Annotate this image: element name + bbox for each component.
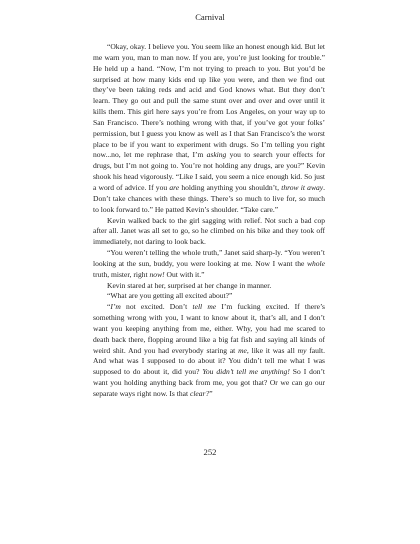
text-run: truth, mister, right <box>93 269 150 279</box>
text-run: fault. And what was I supposed to do about it? You didn’t tell me what I was supposed to do about it, did you? <box>93 345 325 377</box>
text-run: So I don’t want you holding anything back from me, you got that? Or we can go our separate ways right now. Is that <box>93 367 325 398</box>
italic-run: tell me <box>192 302 217 312</box>
text-run: holding anything you shouldn’t, <box>179 182 282 192</box>
paragraph-1 <box>93 42 325 216</box>
text-run: you to search your effects for drugs, but I’m not going to. You’re not holding any drugs, are you?” Kevin shook his head vigorously. “Like I said, you seem a nice enough kid. So just a word of advice. If you <box>93 150 326 192</box>
italic-run: throw it away <box>281 182 324 192</box>
text-run: I’m fucking excited. If there’s something wrong with you, I want to know about it, that’s all, and I don’t want you keeping anything from me, either. Why, you had me scared to death back there, flopping around like a big fat fish and saying all kinds of weird shit. And you had everybody staring at <box>93 302 325 355</box>
italic-run: whole <box>306 258 325 268</box>
italic-run: You didn’t tell me anything! <box>202 367 290 377</box>
text-run: “ <box>107 302 111 312</box>
text-run: ” <box>209 389 213 398</box>
paragraph-4 <box>93 281 325 292</box>
italic-run: asking <box>206 150 227 160</box>
italic-run: now! <box>149 269 165 279</box>
paragraph-6 <box>93 302 325 400</box>
page-number: 252 <box>203 447 217 457</box>
text-run: Kevin walked back to the girl sagging with relief. Not such a bad cop after all. Janet was all set to go, so he climbed on his bike and they took off immediately, not daring to look back. <box>93 215 325 247</box>
paragraph-2 <box>93 216 325 249</box>
text-run: “What are you getting all excited about?” <box>107 291 233 301</box>
text-run: Out with it.” <box>164 269 205 279</box>
paragraph-5 <box>93 291 325 302</box>
italic-run: I’m <box>110 302 121 312</box>
body-text <box>93 42 325 400</box>
paragraph-3 <box>93 248 325 281</box>
text-run: not excited. Don’t <box>120 302 193 312</box>
text-run: “You weren’t telling the whole truth,” Janet said sharp-ly. “You weren’t looking at the sun, buddy, you were looking at me. Now I want the <box>93 248 325 268</box>
italic-run: my <box>297 345 307 355</box>
text-run: “Okay, okay. I believe you. You seem like an honest enough kid. But let me warn you, man to man now. If you are, you’re just looking for trouble.” He held up a hand. “Now, I’m not trying to preach to you. But you’d be surprised at how many kids end up like you were, and then we find out they’ve been taking reds and acid and God knows what. But they don’t learn. They go out and pull the same stunt over and over and over until it kills them. This girl here says you’re from Los Angeles, on your way up to San Francisco. There’s nothing wrong with that, if you’ve got your folks’ permission, but I guess you know as well as I that San Francisco’s the worst place to be if you want to experiment with drugs. So I’m telling you right now...no, let me rephrase that, I’m <box>93 42 325 160</box>
italic-run: clear? <box>189 389 210 398</box>
italic-run: are <box>169 182 180 192</box>
italic-run: me <box>238 345 247 355</box>
text-run: , like it was all <box>246 345 298 355</box>
text-run: Kevin stared at her, surprised at her change in manner. <box>107 280 272 290</box>
text-run: . Don’t take chances with these things. There’s so much to live for, so much to look forward to.” He patted Kevin’s shoulder. “Take care.” <box>93 182 325 214</box>
running-header: Carnival <box>195 12 225 22</box>
